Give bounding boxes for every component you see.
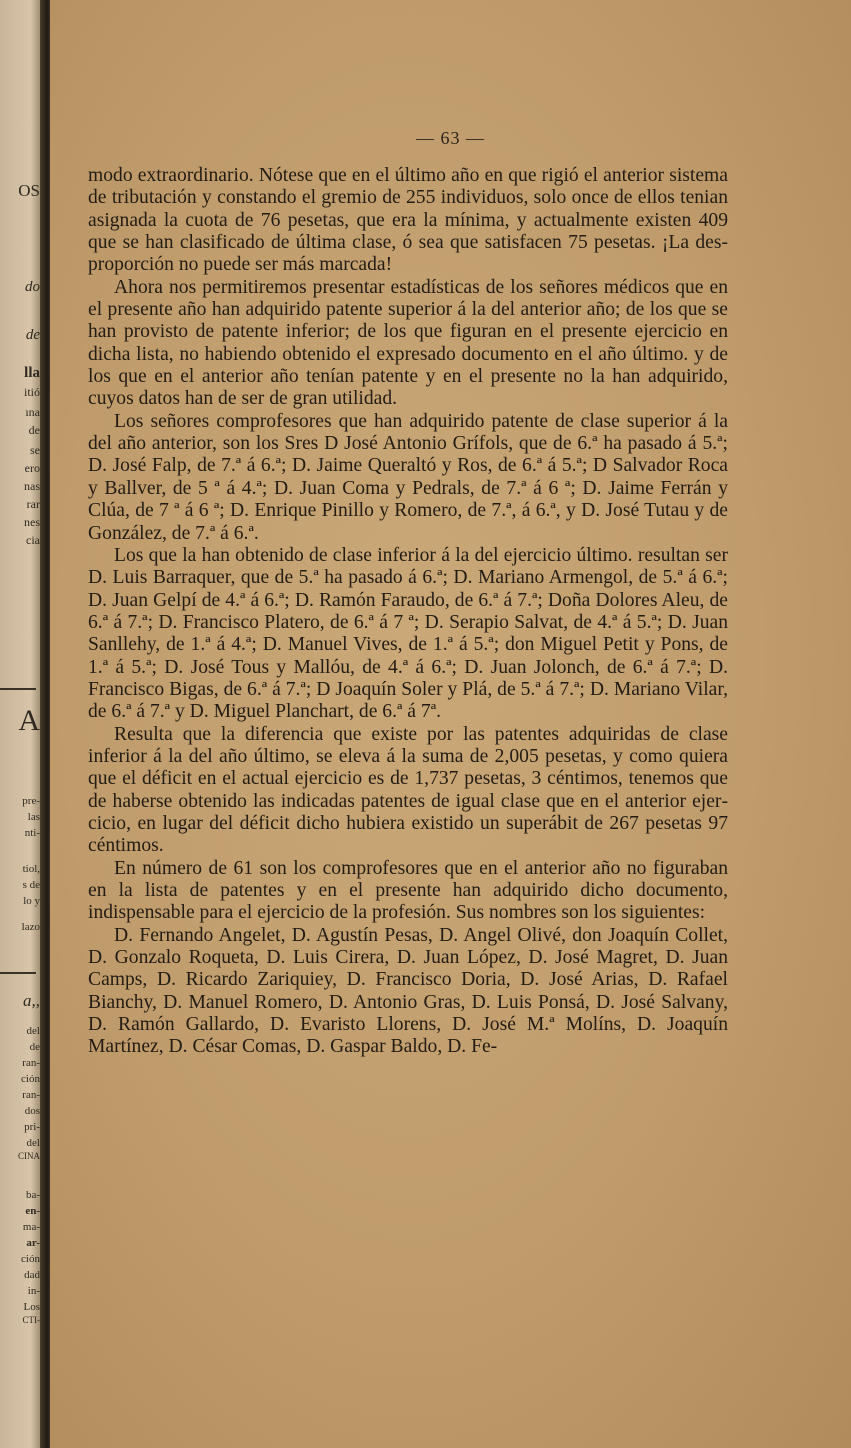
book-page xyxy=(50,0,851,1448)
margin-fragment: de xyxy=(28,423,40,437)
margin-fragment: del xyxy=(26,1137,40,1149)
margin-fragment: ma- xyxy=(22,1221,40,1233)
paragraph: Ahora nos permitiremos presentar estadísticas de los señores médicos que en el presente año han adquirido patente superior á la del anterior año; de los que se han provisto de patente inferior; de los que figuran en el presente ejercicio en dicha lista, no habiendo obtenido el expresado documento en el año último. y de los que en el anterior año tenían patente y en el presente no la han adquirido, cuyos datos han de ser de gran utilidad. xyxy=(88,276,728,410)
margin-fragment: nas xyxy=(24,479,40,493)
paragraph: Los señores comprofesores que han adquirido patente de clase superior á la del año anterior, son los Sres D José Antonio Grífols, que de 6.ª ha pasado á 5.ª; D. José Falp, de 7.ª á 6.ª; D. Jaime Queraltó y Ros, de 6.ª á 5.ª; D Salvador Roca y Ballver, de 5 ª á 4.ª; D. Juan Coma y Pedrals, de 7.ª á 6 ª; D. Jaime Ferrán y Clúa, de 7 ª á 6 ª; D. Enrique Pinillo y Romero, de 7.ª, á 6.ª, y D. José Tutau y de González, de 7.ª á 6.ª. xyxy=(88,410,728,544)
margin-fragment: ran- xyxy=(22,1089,40,1101)
margin-fragment: ción xyxy=(21,1253,40,1265)
margin-fragment: lazo xyxy=(21,921,40,933)
margin-fragment: ar- xyxy=(26,1237,40,1249)
margin-fragment: ına xyxy=(25,405,40,419)
paragraph: Los que la han obtenido de clase inferior á la del ejercicio último. resultan ser D. Luis Barraquer, que de 5.ª ha pasado á 6.ª; D. Mariano Armengol, de 5.ª á 6.ª; D. Juan Gelpí de 4.ª á 6.ª; D. Ramón Faraudo, de 6.ª á 7.ª; Doña Dolores Aleu, de 6.ª á 7.ª; D. Francisco Platero, de 6.ª á 7 ª; D. Serapio Salvat, de 4.ª á 5.ª; D. Juan Sanllehy, de 1.ª á 4.ª; D. Manuel Vives, de 1.ª á 5.ª; don Miguel Petit y Pons, de 1.ª á 5.ª; D. José Tous y Mallóu, de 4.ª á 6.ª; D. Juan Jolonch, de 6.ª á 7.ª; D. Francisco Bigas, de 6.ª á 7.ª; D Joaquín Soler y Plá, de 5.ª á 7.ª; D. Mariano Vilar, de 6.ª á 7.ª y D. Miguel Planchart, de 6.ª á 7ª. xyxy=(88,544,728,723)
margin-fragment: de xyxy=(29,1041,40,1053)
margin-fragment: dos xyxy=(24,1105,40,1117)
margin-fragment: ero xyxy=(24,461,40,475)
margin-fragment: A xyxy=(18,704,40,737)
margin-fragment: nti- xyxy=(24,827,40,839)
margin-fragment: CTI- xyxy=(22,1315,40,1325)
paragraph: En número de 61 son los comprofesores que en el anterior año no figuraban en la lista de patentes y en el presente han adquirido dicho documento, indispensable para el ejercicio de la profesión. Sus nombres son los siguientes: xyxy=(88,857,728,924)
paragraph: Resulta que la diferencia que existe por las patentes adquiridas de clase inferior á la del año último, se eleva á la suma de 2,005 pesetas, y como quiera que el déficit en el actual ejercicio es de 1,737 pesetas, 3 céntimos, tenemos que de haberse obtenido las indicadas patentes de igual clase que en el anterior ejercicio, en lugar del déficit dicho hubiera existido un superábit de 267 pesetas 97 céntimos. xyxy=(88,723,728,857)
margin-fragment: tiol, xyxy=(22,863,40,875)
margin-rule xyxy=(0,688,36,690)
margin-fragment: se xyxy=(30,443,40,457)
page-number: — 63 — xyxy=(416,128,485,148)
margin-fragment: OS xyxy=(18,181,40,200)
margin-fragment: pre- xyxy=(22,795,40,807)
margin-fragment: nes xyxy=(24,515,40,529)
margin-fragment: ran- xyxy=(22,1057,40,1069)
margin-fragment: a,, xyxy=(23,991,40,1010)
margin-fragment: ción xyxy=(21,1073,40,1085)
body-text xyxy=(88,165,728,1059)
paragraph: modo extraordinario. Nótese que en el último año en que rigió el anterior sistema de tributación y constando el gremio de 255 individuos, solo once de ellos tenian asignada la cuota de 76 pesetas, que era la mínima, y actualmente existen 409 que se han clasificado de última clase, ó sea que satisfacen 75 pesetas. ¡La desproporción no puede ser más marcada! xyxy=(88,165,728,276)
margin-fragment: cia xyxy=(26,533,40,547)
margin-fragment: CINA xyxy=(18,1151,40,1161)
margin-fragment: in- xyxy=(27,1285,40,1297)
margin-fragment: lla xyxy=(24,365,40,381)
margin-fragment: rar xyxy=(26,497,40,511)
margin-fragment: itió xyxy=(23,385,40,399)
margin-fragment: pri- xyxy=(24,1121,40,1133)
margin-fragment: lo y xyxy=(23,895,40,907)
margin-fragment: las xyxy=(27,811,40,823)
margin-rule xyxy=(0,972,36,974)
margin-fragment: dad xyxy=(24,1269,40,1281)
margin-fragment: en- xyxy=(25,1205,40,1217)
margin-fragment: s de xyxy=(22,879,40,891)
margin-fragment: do xyxy=(25,279,40,295)
margin-fragment: de xyxy=(25,327,40,343)
adjacent-page-edge xyxy=(0,0,44,1448)
margin-fragment: ba- xyxy=(25,1189,40,1201)
margin-fragment: del xyxy=(26,1025,40,1037)
margin-fragment: Los xyxy=(23,1301,40,1313)
paragraph: D. Fernando Angelet, D. Agustín Pesas, D. Angel Olivé, don Joaquín Collet, D. Gonzalo Roqueta, D. Luis Cirera, D. Juan López, D. José Magret, D. Juan Camps, D. Ricardo Zariquiey, D. Francisco Doria, D. José Arias, D. Rafael Bianchy, D. Manuel Romero, D. Antonio Gras, D. Luis Ponsá, D. José Salvany, D. Ramón Gallardo, D. Evaristo Llorens, D. José M.ª Molíns, D. Joaquín Martínez, D. César Comas, D. Gaspar Baldo, D. Fe- xyxy=(88,924,728,1058)
